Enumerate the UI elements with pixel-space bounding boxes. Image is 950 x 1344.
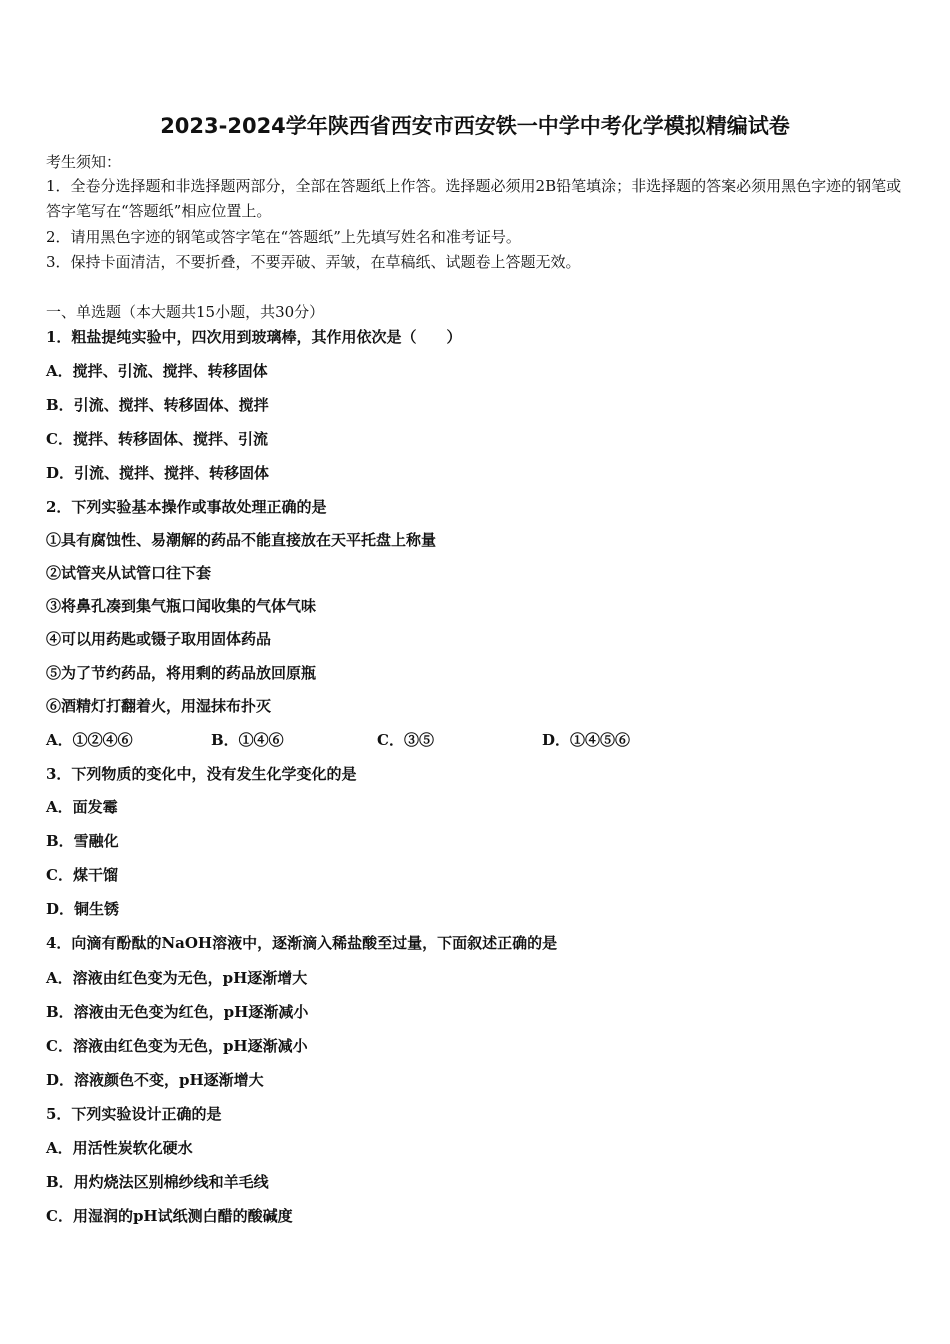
q2-statement-3: ③将鼻孔凑到集气瓶口闻收集的气体气味 [46,597,317,615]
q1-option-d: D．引流、搅拌、搅拌、转移固体 [46,464,270,482]
notice-item-1: 1．全卷分选择题和非选择题两部分，全部在答题纸上作答。选择题必须用2B铅笔填涂；非选择题的答案必须用黑色字迹的钢笔或答字笔写在“答题纸”相应位置上。 [46,177,902,220]
page-title: 2023-2024学年陕西省西安市西安铁一中学中考化学模拟精编试卷 [160,114,790,138]
q4-option-d: D．溶液颜色不变，pH逐渐增大 [46,1071,264,1089]
q3-option-d: D．铜生锈 [46,900,120,918]
q1-option-c: C．搅拌、转移固体、搅拌、引流 [46,430,268,448]
q3-stem: 3．下列物质的变化中，没有发生化学变化的是 [46,765,357,783]
q2-statement-2: ②试管夹从试管口往下套 [46,564,212,582]
q5-stem: 5．下列实验设计正确的是 [46,1105,222,1123]
q2-options-row [46,730,906,750]
q5-option-b: B．用灼烧法区别棉纱线和羊毛线 [46,1173,269,1191]
q4-option-c: C．溶液由红色变为无色，pH逐渐减小 [46,1037,308,1055]
q1-stem: 1．粗盐提纯实验中，四次用到玻璃棒，其作用依次是（ ） [46,328,462,346]
q2-option-b: B．①④⑥ [211,731,284,749]
q2-option-d: D．①④⑤⑥ [542,731,631,749]
notice-heading: 考生须知： [46,153,122,171]
q3-option-c: C．煤干馏 [46,866,118,884]
q1-option-b: B．引流、搅拌、转移固体、搅拌 [46,396,269,414]
notice-item-3: 3．保持卡面清洁，不要折叠，不要弄破、弄皱，在草稿纸、试题卷上答题无效。 [46,253,581,271]
q2-statement-4: ④可以用药匙或镊子取用固体药品 [46,630,272,648]
q1-option-a: A．搅拌、引流、搅拌、转移固体 [46,362,268,380]
q3-option-b: B．雪融化 [46,832,119,850]
q2-option-c: C．③⑤ [377,731,434,749]
section-heading: 一、单选题（本大题共15小题，共30分） [46,303,325,321]
q4-stem: 4．向滴有酚酞的NaOH溶液中，逐渐滴入稀盐酸至过量，下面叙述正确的是 [46,934,558,952]
q4-option-a: A．溶液由红色变为无色，pH逐渐增大 [46,969,308,987]
q3-option-a: A．面发霉 [46,798,118,816]
q2-statement-1: ①具有腐蚀性、易潮解的药品不能直接放在天平托盘上称量 [46,531,437,549]
q4-option-b: B．溶液由无色变为红色，pH逐渐减小 [46,1003,309,1021]
q5-option-a: A．用活性炭软化硬水 [46,1139,193,1157]
q2-statement-5: ⑤为了节约药品，将用剩的药品放回原瓶 [46,664,317,682]
q5-option-c: C．用湿润的pH试纸测白醋的酸碱度 [46,1207,293,1225]
notice-item-2: 2．请用黑色字迹的钢笔或答字笔在“答题纸”上先填写姓名和准考证号。 [46,228,521,246]
q2-stem: 2．下列实验基本操作或事故处理正确的是 [46,498,327,516]
q2-statement-6: ⑥酒精灯打翻着火，用湿抹布扑灭 [46,697,272,715]
q2-option-a: A．①②④⑥ [46,731,133,749]
